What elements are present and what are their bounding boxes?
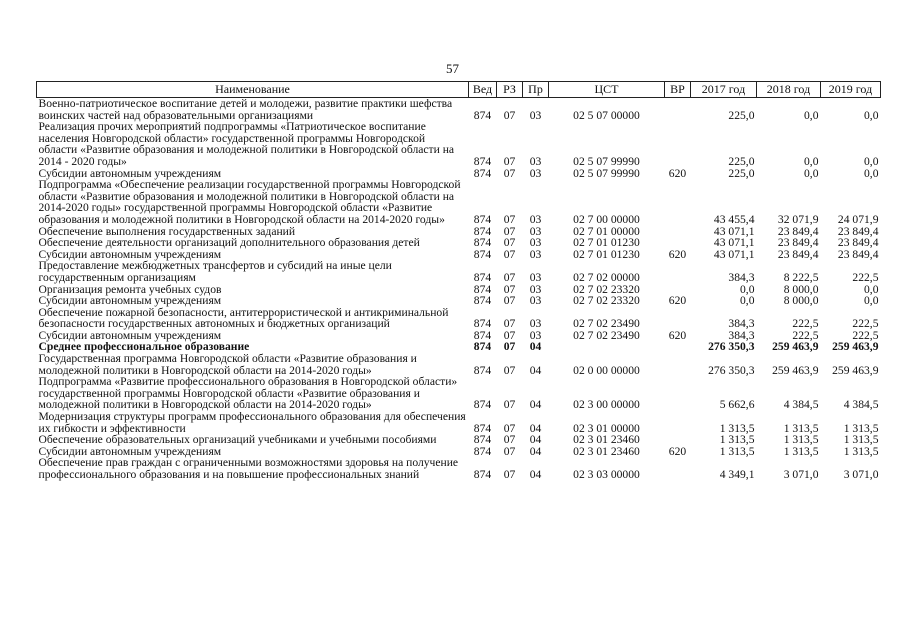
cell-2017: 4 349,1	[719, 468, 755, 481]
cell-rz: 07	[503, 328, 516, 342]
table-row	[37, 179, 881, 225]
cell-vr	[665, 353, 691, 376]
cell-2018: 222,5	[792, 317, 819, 331]
cell-rz: 07	[503, 363, 516, 377]
cell-pr: 03	[529, 247, 542, 261]
header-name: Наименование	[37, 82, 469, 98]
cell-ved: 874	[473, 444, 492, 458]
cell-vr	[665, 376, 691, 411]
cell-ved: 874	[473, 340, 492, 354]
cell-cst: 02 7 00 00000	[573, 212, 640, 226]
cell-2017: 225,0	[728, 166, 755, 180]
cell-vr	[665, 457, 691, 480]
cell-cst: 02 3 01 00000	[573, 421, 640, 435]
cell-ved: 874	[473, 282, 492, 296]
header-vr: ВР	[665, 82, 691, 98]
cell-pr: 03	[529, 154, 542, 168]
cell-name: Субсидии автономным учреждениям	[38, 444, 222, 458]
header-rz: РЗ	[497, 82, 523, 98]
cell-name: Подпрограмма «Обеспечение реализации государственной программы Новгородской области «Развитие образования и молодежной политики в Новгородской области на 2014-2020 годы» государственной программы Новгородской области «Развитие образования и молодежной политики в Новгородской области на 2014-2020 годы»	[38, 178, 461, 226]
cell-pr: 03	[529, 282, 542, 296]
cell-2018: 259 463,9	[772, 363, 819, 377]
cell-vr	[665, 237, 691, 249]
cell-cst: 02 7 02 00000	[573, 270, 640, 284]
cell-2018: 1 313,5	[783, 433, 819, 447]
cell-vr: 620	[668, 444, 687, 458]
cell-vr	[665, 98, 691, 122]
cell-vr	[665, 260, 691, 283]
cell-pr: 03	[529, 166, 542, 180]
cell-2017: 43 071,1	[713, 224, 755, 238]
table-header-row	[37, 82, 881, 98]
cell-2017: 276 350,3	[708, 340, 755, 354]
cell-2017: 1 313,5	[719, 433, 755, 447]
cell-name: Реализация прочих мероприятий подпрограммы «Патриотическое воспитание населения Новгородской области» государственной программы Новгородской области «Развитие образования и молодежной политики в Новгородской области на 2014 - 2020 годы»	[38, 120, 455, 168]
cell-ved: 874	[473, 398, 492, 412]
cell-cst: 02 7 02 23320	[573, 282, 640, 296]
cell-name: Обеспечение пожарной безопасности, антитеррористической и антикриминальной безопасности государственных автономных и бюджетных организаций	[38, 305, 449, 331]
cell-2019: 222,5	[852, 328, 879, 342]
cell-cst: 02 3 00 00000	[573, 398, 640, 412]
table-row	[37, 457, 881, 480]
cell-2019: 1 313,5	[843, 444, 879, 458]
cell-2017: 1 313,5	[719, 421, 755, 435]
cell-cst	[549, 341, 665, 353]
cell-2017: 384,3	[728, 317, 755, 331]
cell-2019: 222,5	[852, 270, 879, 284]
cell-name: Субсидии автономным учреждениям	[38, 328, 222, 342]
cell-2018: 8 222,5	[783, 270, 819, 284]
header-2019: 2019 год	[821, 82, 881, 98]
cell-vr	[665, 341, 691, 353]
cell-ved: 874	[473, 328, 492, 342]
cell-pr: 04	[529, 363, 542, 377]
table-row	[37, 237, 881, 249]
cell-vr	[665, 121, 691, 167]
cell-2017: 384,3	[728, 328, 755, 342]
cell-name: Военно-патриотическое воспитание детей и молодежи, развитие практики шефства воинских частей над образовательными организациями	[38, 97, 453, 122]
cell-name: Государственная программа Новгородской области «Развитие образования и молодежной политики в Новгородской области на 2014-2020 годы»	[38, 352, 417, 377]
cell-2019: 23 849,4	[837, 236, 879, 250]
cell-name: Организация ремонта учебных судов	[38, 282, 222, 296]
cell-2019: 24 071,9	[837, 212, 879, 226]
cell-ved: 874	[473, 224, 492, 238]
cell-ved: 874	[473, 154, 492, 168]
cell-pr: 04	[529, 421, 542, 435]
cell-2017: 384,3	[728, 270, 755, 284]
cell-2017: 43 455,4	[713, 212, 755, 226]
cell-rz: 07	[503, 212, 516, 226]
cell-2019: 259 463,9	[832, 363, 879, 377]
cell-ved: 874	[473, 212, 492, 226]
cell-vr	[665, 226, 691, 238]
cell-ved: 874	[473, 433, 492, 447]
cell-ved: 874	[473, 166, 492, 180]
cell-rz: 07	[503, 270, 516, 284]
cell-2018: 0,0	[804, 154, 819, 168]
cell-cst: 02 7 02 23490	[573, 317, 640, 331]
cell-name: Субсидии автономным учреждениям	[38, 247, 222, 261]
cell-ved: 874	[473, 468, 492, 481]
cell-name: Обеспечение деятельности организаций дополнительного образования детей	[38, 236, 420, 250]
cell-2019: 222,5	[852, 317, 879, 331]
cell-pr: 04	[529, 398, 542, 412]
cell-cst: 02 3 01 23460	[573, 444, 640, 458]
cell-pr: 04	[529, 444, 542, 458]
cell-vr	[665, 179, 691, 225]
cell-2019: 259 463,9	[832, 340, 879, 354]
cell-2018: 23 849,4	[777, 236, 819, 250]
cell-pr: 04	[529, 468, 542, 481]
cell-2017: 43 071,1	[713, 247, 755, 261]
cell-ved: 874	[473, 108, 492, 122]
cell-2018: 23 849,4	[777, 224, 819, 238]
cell-2017: 5 662,6	[719, 398, 755, 412]
table-row	[37, 411, 881, 434]
cell-name: Субсидии автономным учреждениям	[38, 294, 222, 308]
cell-2017: 225,0	[728, 108, 755, 122]
cell-2018: 4 384,5	[783, 398, 819, 412]
cell-cst: 02 7 01 01230	[573, 247, 640, 261]
cell-pr: 03	[529, 236, 542, 250]
cell-rz: 07	[503, 317, 516, 331]
cell-rz: 07	[503, 433, 516, 447]
cell-vr: 620	[668, 328, 687, 342]
cell-cst: 02 7 02 23490	[573, 328, 640, 342]
cell-2019: 0,0	[864, 108, 879, 122]
header-cst: ЦСТ	[549, 82, 665, 98]
cell-2018: 32 071,9	[777, 212, 819, 226]
table-row	[37, 376, 881, 411]
cell-ved: 874	[473, 247, 492, 261]
cell-2019: 0,0	[864, 282, 879, 296]
cell-pr: 03	[529, 108, 542, 122]
cell-pr: 03	[529, 294, 542, 308]
cell-rz: 07	[503, 166, 516, 180]
cell-vr: 620	[668, 294, 687, 308]
cell-name: Субсидии автономным учреждениям	[38, 166, 222, 180]
table-row	[37, 295, 881, 307]
cell-2019: 3 071,0	[843, 468, 879, 481]
cell-name: Обеспечение выполнения государственных заданий	[38, 224, 296, 238]
cell-name: Среднее профессиональное образование	[38, 340, 250, 354]
cell-name: Подпрограмма «Развитие профессионального образования в Новгородской области» государственной программы Новгородской области «Развитие образования и молодежной политики в Новгородской области на 2014-2020 годы»	[38, 375, 458, 412]
cell-pr: 03	[529, 212, 542, 226]
cell-2018: 1 313,5	[783, 444, 819, 458]
cell-ved: 874	[473, 363, 492, 377]
cell-ved: 874	[473, 421, 492, 435]
cell-rz: 07	[503, 398, 516, 412]
header-ved: Вед	[469, 82, 497, 98]
cell-cst: 02 3 01 23460	[573, 433, 640, 447]
cell-2018: 3 071,0	[783, 468, 819, 481]
cell-2019: 1 313,5	[843, 421, 879, 435]
cell-name: Обеспечение образовательных организаций учебниками и учебными пособиями	[38, 433, 437, 447]
cell-2019: 23 849,4	[837, 247, 879, 261]
cell-vr	[665, 411, 691, 434]
cell-rz: 07	[503, 468, 516, 481]
cell-rz: 07	[503, 282, 516, 296]
cell-pr: 04	[529, 340, 542, 354]
cell-cst: 02 0 00 00000	[573, 363, 640, 377]
cell-2017: 225,0	[728, 154, 755, 168]
cell-rz: 07	[503, 340, 516, 354]
cell-cst: 02 5 07 99990	[573, 166, 640, 180]
cell-rz: 07	[503, 108, 516, 122]
cell-cst: 02 7 01 00000	[573, 224, 640, 238]
cell-2017: 0,0	[740, 294, 755, 308]
cell-cst: 02 7 01 01230	[573, 236, 640, 250]
cell-ved: 874	[473, 236, 492, 250]
cell-2019: 0,0	[864, 154, 879, 168]
cell-2019: 0,0	[864, 166, 879, 180]
cell-2019: 23 849,4	[837, 224, 879, 238]
cell-2018: 23 849,4	[777, 247, 819, 261]
cell-rz: 07	[503, 294, 516, 308]
cell-cst: 02 3 03 00000	[573, 468, 640, 481]
cell-vr: 620	[668, 247, 687, 261]
cell-2018: 0,0	[804, 166, 819, 180]
table-row	[37, 121, 881, 167]
header-pr: Пр	[523, 82, 549, 98]
cell-2018: 0,0	[804, 108, 819, 122]
cell-2017: 1 313,5	[719, 444, 755, 458]
cell-2018: 8 000,0	[783, 282, 819, 296]
cell-vr	[665, 307, 691, 330]
cell-rz: 07	[503, 421, 516, 435]
cell-2018: 1 313,5	[783, 421, 819, 435]
cell-2019: 4 384,5	[843, 398, 879, 412]
cell-ved: 874	[473, 317, 492, 331]
cell-name: Обеспечение прав граждан с ограниченными возможностями здоровья на получение профессионального образования и на повышение профессиональных знаний	[38, 456, 459, 481]
cell-2017: 276 350,3	[708, 363, 755, 377]
cell-rz: 07	[503, 247, 516, 261]
cell-2018: 259 463,9	[772, 340, 819, 354]
cell-2017: 0,0	[740, 282, 755, 296]
cell-pr: 03	[529, 224, 542, 238]
table-row	[37, 307, 881, 330]
table-row	[37, 98, 881, 122]
cell-pr: 03	[529, 317, 542, 331]
cell-rz: 07	[503, 154, 516, 168]
cell-cst: 02 7 02 23320	[573, 294, 640, 308]
cell-cst: 02 5 07 99990	[573, 154, 640, 168]
cell-pr: 04	[529, 433, 542, 447]
table-row	[37, 353, 881, 376]
cell-2018: 8 000,0	[783, 294, 819, 308]
cell-pr: 03	[529, 328, 542, 342]
header-2018: 2018 год	[757, 82, 821, 98]
cell-2019: 0,0	[864, 294, 879, 308]
budget-table	[36, 81, 881, 481]
cell-ved: 874	[473, 270, 492, 284]
table-row	[37, 260, 881, 283]
cell-2019: 1 313,5	[843, 433, 879, 447]
cell-vr: 620	[668, 166, 687, 180]
page-number: 57	[446, 61, 459, 76]
cell-name: Модернизация структуры программ профессионального образования для обеспечения их гибкости и эффективности	[38, 410, 466, 435]
cell-name: Предоставление межбюджетных трансфертов и субсидий на иные цели государственным организациям	[38, 259, 392, 284]
cell-rz: 07	[503, 444, 516, 458]
cell-rz: 07	[503, 236, 516, 250]
header-2017: 2017 год	[691, 82, 757, 98]
cell-2018: 222,5	[792, 328, 819, 342]
cell-ved: 874	[473, 294, 492, 308]
cell-2017: 43 071,1	[713, 236, 755, 250]
cell-pr: 03	[529, 270, 542, 284]
cell-cst: 02 5 07 00000	[573, 108, 640, 122]
cell-rz: 07	[503, 224, 516, 238]
